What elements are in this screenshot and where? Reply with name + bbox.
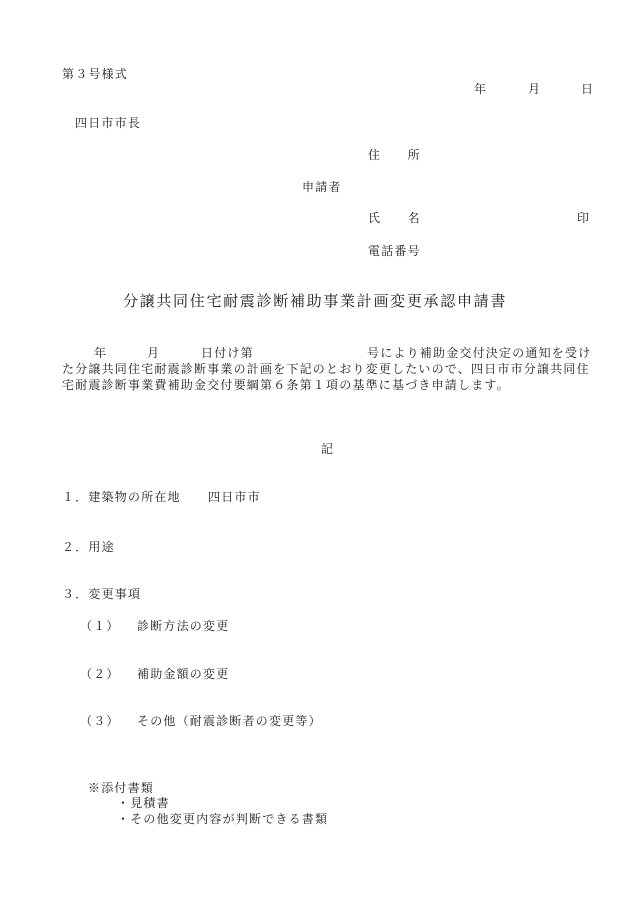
body-year-label: 年 (94, 346, 108, 360)
body-line1-text: 号により補助金交付決定の通知を受け (367, 346, 592, 360)
attachment-item: ・その他変更内容が判断できる書類 (117, 812, 329, 826)
body-line2-text: た分譲共同住宅耐震診断事業の計画を下記のとおり変更したいので、四日市市分譲共同住 (62, 362, 590, 376)
body-line3-text: 宅耐震診断事業費補助金交付要綱第６条第１項の基準に基づき申請します。 (62, 378, 510, 392)
body-month-label: 月 (147, 346, 161, 360)
date-day-label: 日 (581, 82, 595, 96)
date-month-label: 月 (528, 82, 542, 96)
item-building-location-label: １．建築物の所在地 (62, 490, 181, 504)
record-mark: 記 (321, 442, 335, 456)
change-number: （２） (80, 667, 120, 681)
item-building-location-value: 四日市市 (208, 490, 261, 504)
item-changes-label: ３．変更事項 (62, 587, 142, 601)
change-number: （１） (80, 619, 120, 633)
change-text: 補助金額の変更 (137, 667, 230, 681)
change-text: 診断方法の変更 (137, 619, 230, 633)
change-text: その他（耐震診断者の変更等） (137, 714, 322, 728)
applicant-phone-label: 電話番号 (368, 244, 421, 258)
body-day-label: 日付け第 (201, 346, 254, 360)
attachments-heading: ※添付書類 (88, 781, 155, 795)
applicant-label: 申請者 (302, 180, 342, 194)
date-year-label: 年 (474, 82, 488, 96)
applicant-name-label: 氏 名 (368, 211, 421, 225)
form-number: 第３号様式 (62, 67, 129, 81)
item-usage-label: ２．用途 (62, 540, 115, 554)
attachment-item: ・見積書 (117, 796, 170, 810)
addressee: 四日市市長 (75, 116, 142, 130)
document-title: 分譲共同住宅耐震診断補助事業計画変更承認申請書 (122, 292, 508, 310)
applicant-address-label: 住 所 (368, 148, 421, 162)
seal-mark: 印 (577, 211, 591, 225)
change-number: （３） (80, 714, 120, 728)
